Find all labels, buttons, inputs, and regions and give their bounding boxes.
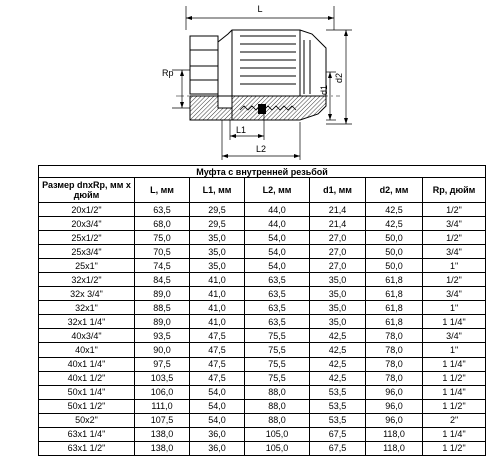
cell-Rp: 1 1/4"	[423, 357, 486, 371]
cell-size: 32x1 1/4"	[39, 315, 135, 329]
coupling-section-bottom	[190, 96, 326, 120]
table-row	[39, 427, 486, 441]
cell-L: 75,0	[135, 231, 190, 245]
cell-L: 97,5	[135, 357, 190, 371]
cell-d2: 96,0	[366, 399, 423, 413]
cell-d1: 53,5	[310, 385, 366, 399]
cell-size: 40x1 1/4"	[39, 357, 135, 371]
cell-size: 50x1 1/2"	[39, 399, 135, 413]
cell-size: 50x1 1/4"	[39, 385, 135, 399]
cell-L: 138,0	[135, 427, 190, 441]
cell-L1: 36,0	[190, 427, 245, 441]
cell-d2: 78,0	[366, 371, 423, 385]
table-row	[39, 217, 486, 231]
cell-L1: 54,0	[190, 399, 245, 413]
cell-size: 50x2"	[39, 413, 135, 427]
header-size: Размер dnxRp, мм x дюйм	[39, 178, 135, 203]
table-title-row	[39, 166, 486, 178]
cell-size: 32x1/2"	[39, 273, 135, 287]
cell-d1: 27,0	[310, 231, 366, 245]
cell-d2: 50,0	[366, 245, 423, 259]
table-row	[39, 203, 486, 217]
cell-size: 32x1"	[39, 301, 135, 315]
table-header-row	[39, 178, 486, 203]
cell-L1: 47,5	[190, 329, 245, 343]
coupling-drawing	[0, 0, 500, 164]
cell-d2: 61,8	[366, 287, 423, 301]
cell-Rp: 1 1/4"	[423, 385, 486, 399]
cell-L2: 54,0	[245, 231, 310, 245]
cell-L2: 63,5	[245, 273, 310, 287]
cell-d1: 42,5	[310, 343, 366, 357]
cell-L2: 88,0	[245, 413, 310, 427]
cell-L2: 75,5	[245, 343, 310, 357]
table-row	[39, 287, 486, 301]
cell-d1: 27,0	[310, 259, 366, 273]
cell-d2: 118,0	[366, 427, 423, 441]
cell-size: 40x1"	[39, 343, 135, 357]
dim-L2-label: L2	[256, 144, 267, 154]
cell-d1: 35,0	[310, 273, 366, 287]
cell-L2: 105,0	[245, 441, 310, 455]
cell-d1: 42,5	[310, 329, 366, 343]
cell-d2: 61,8	[366, 273, 423, 287]
cell-size: 20x1/2"	[39, 203, 135, 217]
cell-L: 68,0	[135, 217, 190, 231]
cell-L1: 47,5	[190, 357, 245, 371]
cell-d1: 21,4	[310, 203, 366, 217]
cell-d1: 27,0	[310, 245, 366, 259]
cell-L1: 29,5	[190, 203, 245, 217]
table-row	[39, 301, 486, 315]
cell-Rp: 3/4"	[423, 287, 486, 301]
cell-Rp: 1"	[423, 301, 486, 315]
table-row	[39, 441, 486, 455]
cell-d1: 35,0	[310, 315, 366, 329]
header-Rp: Rp, дюйм	[423, 178, 486, 203]
cell-L2: 75,5	[245, 371, 310, 385]
cell-d2: 96,0	[366, 385, 423, 399]
cell-L1: 47,5	[190, 371, 245, 385]
cell-Rp: 1 1/2"	[423, 441, 486, 455]
cell-L: 63,5	[135, 203, 190, 217]
header-L2: L2, мм	[245, 178, 310, 203]
cell-L2: 88,0	[245, 385, 310, 399]
cell-d2: 96,0	[366, 413, 423, 427]
cell-L2: 63,5	[245, 287, 310, 301]
dim-d2-label: d2	[334, 72, 344, 84]
cell-L1: 29,5	[190, 217, 245, 231]
cell-Rp: 1 1/2"	[423, 371, 486, 385]
cell-L: 111,0	[135, 399, 190, 413]
cell-L2: 88,0	[245, 399, 310, 413]
cell-d1: 35,0	[310, 301, 366, 315]
cell-L1: 36,0	[190, 441, 245, 455]
dim-Rp-label: Rp	[162, 68, 174, 78]
table-row	[39, 245, 486, 259]
dim-Rp	[162, 68, 190, 108]
dim-L1-label: L1	[236, 125, 247, 135]
cell-L: 74,5	[135, 259, 190, 273]
cell-d2: 50,0	[366, 259, 423, 273]
cell-L1: 35,0	[190, 259, 245, 273]
cell-Rp: 1"	[423, 343, 486, 357]
cell-L: 88,5	[135, 301, 190, 315]
table-row	[39, 371, 486, 385]
cell-L2: 75,5	[245, 357, 310, 371]
cell-Rp: 1 1/2"	[423, 399, 486, 413]
cell-d1: 53,5	[310, 413, 366, 427]
cell-d1: 21,4	[310, 217, 366, 231]
table-body	[39, 203, 486, 456]
cell-size: 63x1 1/4"	[39, 427, 135, 441]
cell-Rp: 1"	[423, 259, 486, 273]
cell-L: 107,5	[135, 413, 190, 427]
cell-Rp: 1 1/4"	[423, 315, 486, 329]
cell-d2: 61,8	[366, 315, 423, 329]
cell-L2: 44,0	[245, 217, 310, 231]
spec-table	[38, 165, 486, 456]
cell-Rp: 1/2"	[423, 203, 486, 217]
cell-Rp: 3/4"	[423, 245, 486, 259]
cell-size: 25x3/4"	[39, 245, 135, 259]
cell-size: 20x3/4"	[39, 217, 135, 231]
header-d1: d1, мм	[310, 178, 366, 203]
cell-d2: 78,0	[366, 329, 423, 343]
cell-size: 40x3/4"	[39, 329, 135, 343]
cell-d2: 42,5	[366, 217, 423, 231]
cell-d1: 67,5	[310, 427, 366, 441]
cell-L1: 41,0	[190, 301, 245, 315]
dim-L2	[222, 120, 300, 160]
cell-L1: 41,0	[190, 315, 245, 329]
table-row	[39, 357, 486, 371]
cell-d1: 35,0	[310, 287, 366, 301]
cell-size: 40x1 1/2"	[39, 371, 135, 385]
cell-L: 84,5	[135, 273, 190, 287]
table-row	[39, 273, 486, 287]
cell-d1: 42,5	[310, 357, 366, 371]
table-title: Муфта с внутренней резьбой	[39, 166, 486, 178]
table-row	[39, 385, 486, 399]
cell-d2: 50,0	[366, 231, 423, 245]
cell-L2: 63,5	[245, 315, 310, 329]
cell-L2: 44,0	[245, 203, 310, 217]
cell-Rp: 1/2"	[423, 273, 486, 287]
table-row	[39, 399, 486, 413]
cell-L2: 63,5	[245, 301, 310, 315]
cell-L1: 35,0	[190, 245, 245, 259]
cell-d2: 78,0	[366, 343, 423, 357]
cell-L: 89,0	[135, 287, 190, 301]
cell-L1: 54,0	[190, 385, 245, 399]
cell-d2: 118,0	[366, 441, 423, 455]
cell-d2: 61,8	[366, 301, 423, 315]
header-L: L, мм	[135, 178, 190, 203]
dim-L-label: L	[257, 4, 263, 14]
cell-L2: 75,5	[245, 329, 310, 343]
cell-L1: 54,0	[190, 413, 245, 427]
table-row	[39, 329, 486, 343]
cell-Rp: 3/4"	[423, 329, 486, 343]
cell-d2: 42,5	[366, 203, 423, 217]
header-L1: L1, мм	[190, 178, 245, 203]
cell-L: 106,0	[135, 385, 190, 399]
cell-L: 89,0	[135, 315, 190, 329]
cell-L: 103,5	[135, 371, 190, 385]
cell-size: 25x1"	[39, 259, 135, 273]
coupling-outline-top	[190, 30, 326, 96]
cell-L1: 35,0	[190, 231, 245, 245]
dim-L	[186, 4, 334, 30]
cell-Rp: 2"	[423, 413, 486, 427]
cell-L1: 41,0	[190, 273, 245, 287]
table-row	[39, 259, 486, 273]
cell-d1: 67,5	[310, 441, 366, 455]
header-d2: d2, мм	[366, 178, 423, 203]
cell-Rp: 1 1/4"	[423, 427, 486, 441]
cell-L2: 54,0	[245, 259, 310, 273]
cell-L2: 105,0	[245, 427, 310, 441]
table-row	[39, 343, 486, 357]
cell-L: 70,5	[135, 245, 190, 259]
cell-Rp: 1/2"	[423, 231, 486, 245]
cell-d1: 42,5	[310, 371, 366, 385]
dim-d1-label: d1	[319, 84, 329, 96]
cell-d1: 53,5	[310, 399, 366, 413]
cell-L: 93,5	[135, 329, 190, 343]
cell-size: 32x 3/4"	[39, 287, 135, 301]
cell-L: 138,0	[135, 441, 190, 455]
table-row	[39, 315, 486, 329]
cell-L1: 41,0	[190, 287, 245, 301]
cell-size: 25x1/2"	[39, 231, 135, 245]
cell-d2: 78,0	[366, 357, 423, 371]
cell-Rp: 3/4"	[423, 217, 486, 231]
table-row	[39, 413, 486, 427]
cell-size: 63x1 1/2"	[39, 441, 135, 455]
cell-L2: 54,0	[245, 245, 310, 259]
table-row	[39, 231, 486, 245]
cell-L1: 47,5	[190, 343, 245, 357]
cell-L: 90,0	[135, 343, 190, 357]
